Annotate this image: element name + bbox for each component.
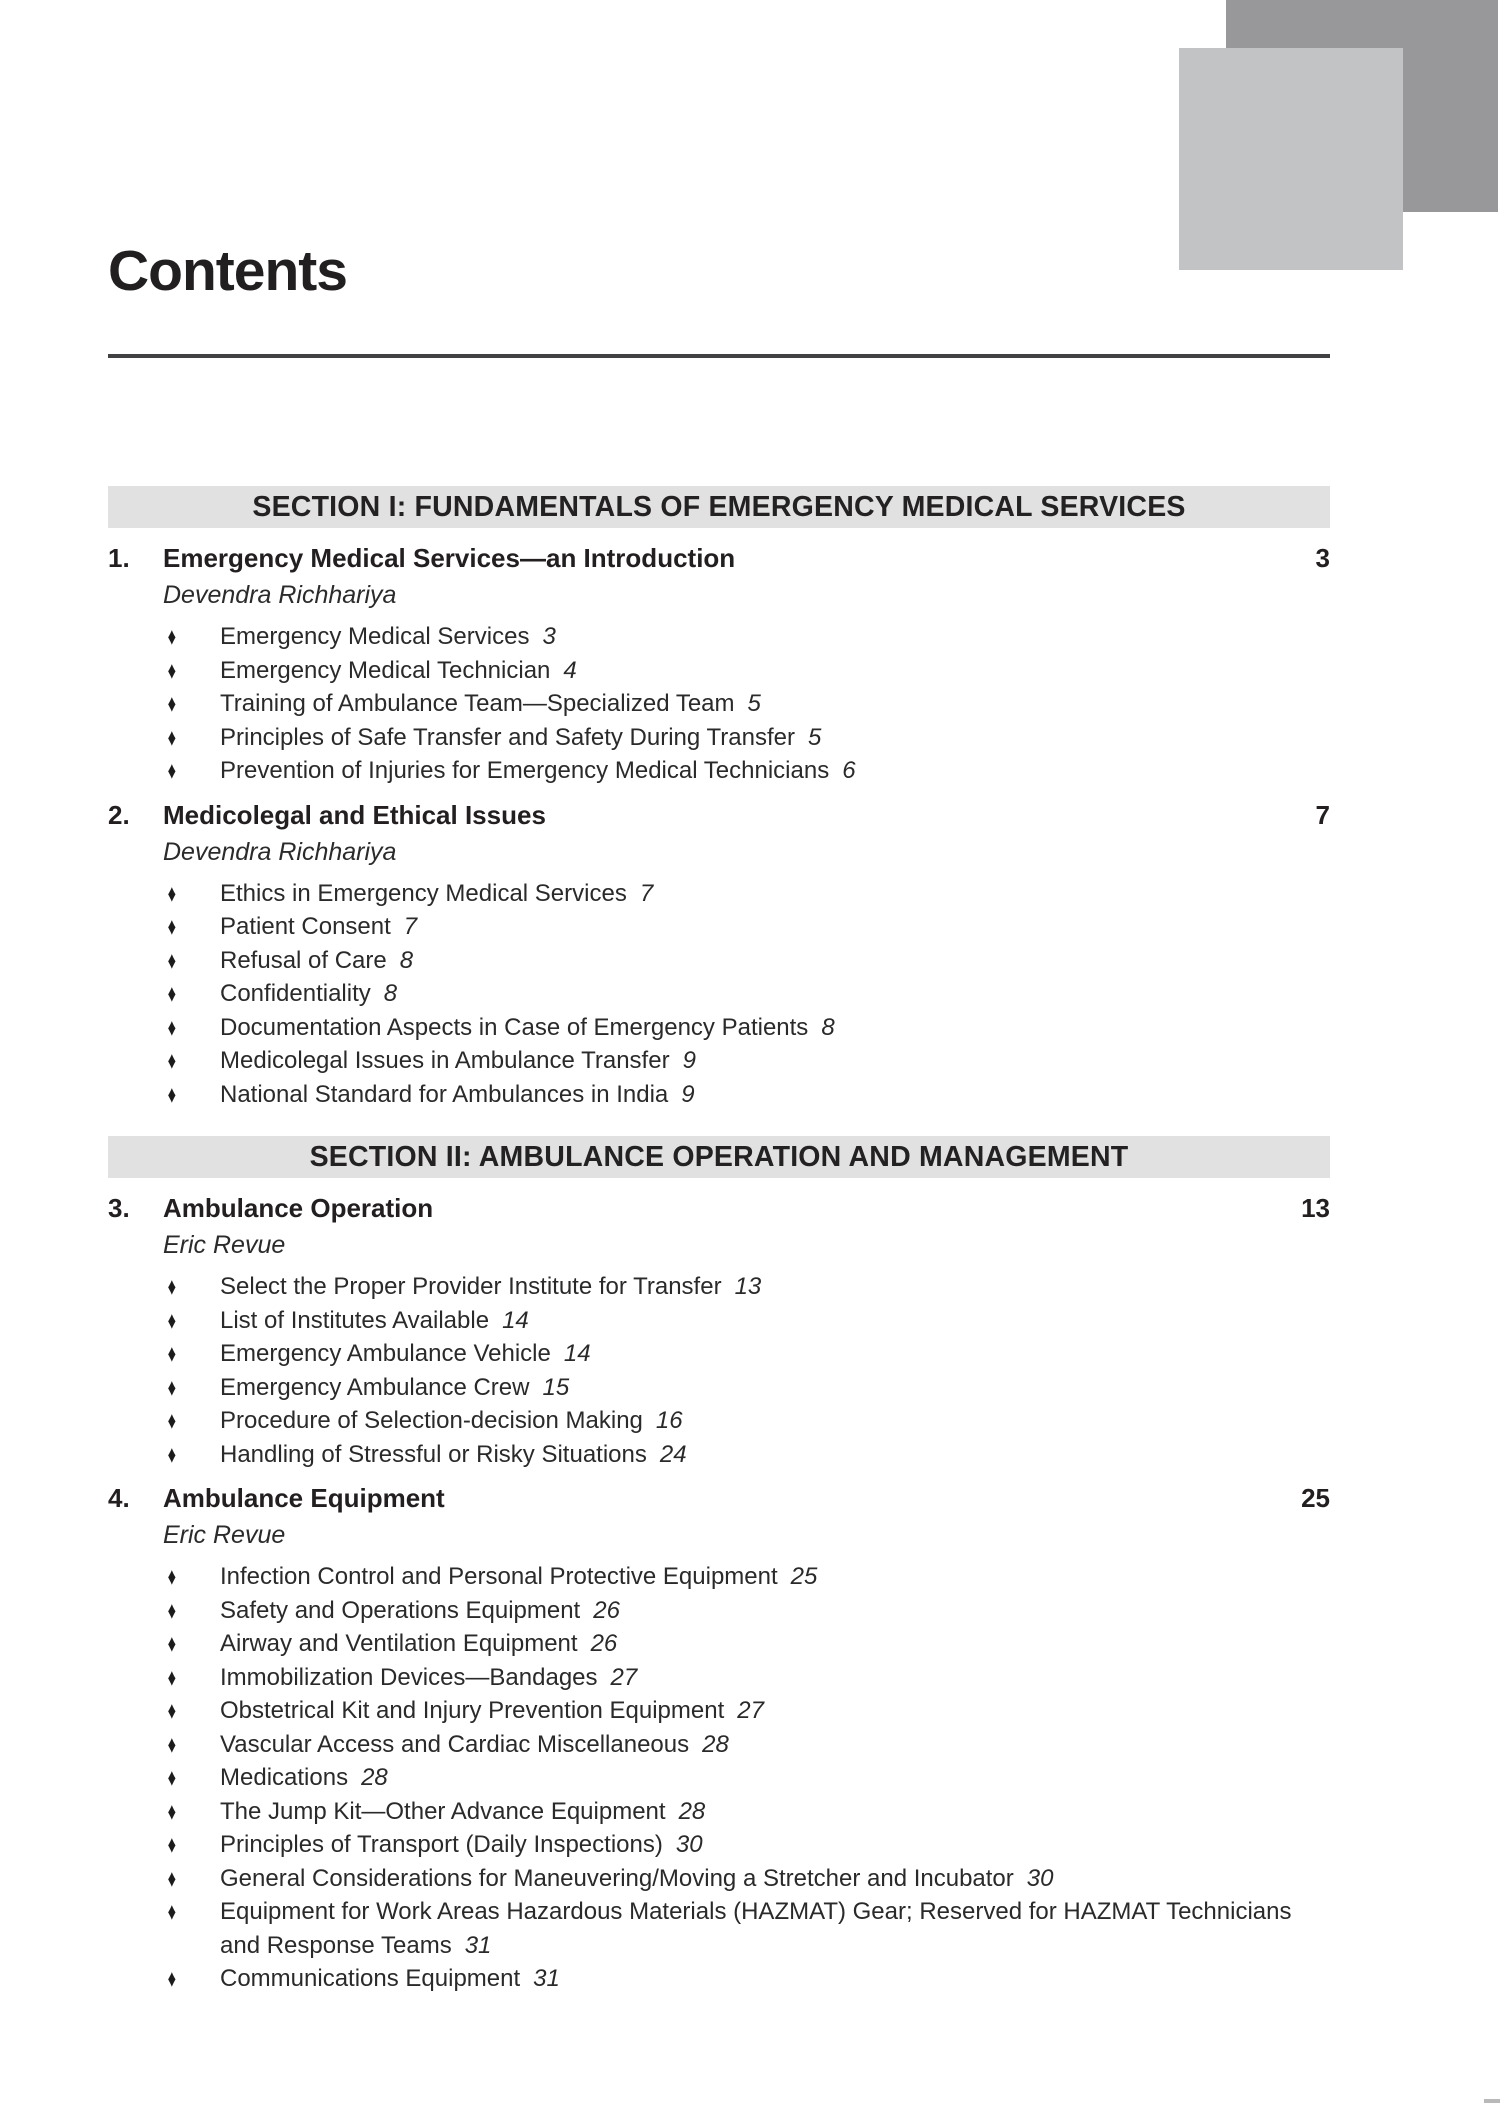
diamond-bullet-icon: ♦ [167,622,177,650]
chapter-number: 1. [108,543,130,573]
diamond-bullet-icon: ♦ [167,756,177,784]
topic-page: 14 [563,1340,591,1367]
chapter-author: Devendra Richhariya [163,581,397,609]
diamond-bullet-icon: ♦ [167,1339,177,1367]
chapter-number: 3. [108,1193,130,1223]
chapter-heading [108,798,1330,833]
topic-page: 13 [734,1273,762,1300]
topic-item [108,1044,1330,1078]
topic-page: 31 [533,1965,560,1992]
topic-page: 25 [790,1563,818,1590]
chapter-author: Eric Revue [163,1521,286,1549]
chapter-page-number: 3 [1315,543,1330,573]
diamond-bullet-icon: ♦ [167,1629,177,1657]
chapter-page-number: 7 [1315,799,1330,830]
chapter-author: Eric Revue [163,1231,286,1259]
topic-item [108,754,1330,788]
diamond-bullet-icon: ♦ [167,945,177,974]
topic-item [108,620,1330,654]
topic-text: Emergency Ambulance Vehicle [220,1340,551,1367]
topic-page: 14 [502,1306,529,1334]
topic-item [108,687,1330,721]
topic-page: 4 [563,656,577,684]
topic-item [108,1627,1330,1661]
chapter-title: Ambulance Equipment [163,1483,445,1513]
diamond-bullet-icon: ♦ [167,1079,177,1108]
topic-text: Safety and Operations Equipment [220,1596,581,1624]
topic-page: 24 [659,1440,687,1468]
topic-text: Ethics in Emergency Medical Services [220,879,627,907]
topic-list [108,1560,1330,1996]
topic-page: 3 [542,623,556,650]
topic-text: Communications Equipment [220,1965,521,1992]
topic-item [108,1011,1330,1045]
diamond-bullet-icon: ♦ [167,689,177,717]
topic-text: Documentation Aspects in Case of Emergency Patients [220,1013,809,1041]
topic-text: Principles of Safe Transfer and Safety During Transfer [220,723,795,751]
chapter-title: Emergency Medical Services—an Introduction [163,543,736,573]
topic-list [108,877,1330,1112]
topic-page: 9 [681,1080,695,1108]
topic-item [108,1795,1330,1829]
diamond-bullet-icon: ♦ [167,1012,177,1041]
topic-item [108,654,1330,688]
topic-item [108,1828,1330,1862]
topic-page: 28 [678,1797,706,1825]
topic-item [108,1304,1330,1338]
topic-page: 8 [399,946,414,974]
topic-text: Patient Consent [220,913,391,940]
diamond-bullet-icon: ♦ [167,1729,177,1758]
topic-page: 5 [807,723,822,751]
topic-page: 28 [361,1764,388,1791]
chapter-heading [108,1481,1330,1516]
topic-item [108,910,1330,944]
topic-item [108,877,1330,911]
topic-text: The Jump Kit—Other Advance Equipment [220,1797,666,1825]
topic-text: Confidentiality [220,980,371,1007]
chapter-page-number: 13 [1301,1193,1330,1223]
topic-text: List of Institutes Available [220,1306,490,1334]
topic-text: Medicolegal Issues in Ambulance Transfer [220,1047,670,1074]
diamond-bullet-icon: ♦ [167,1897,177,1925]
topic-page: 15 [542,1373,570,1401]
chapter-entry-1 [108,541,1330,788]
topic-item [108,944,1330,978]
topic-list [108,620,1330,788]
diamond-bullet-icon: ♦ [167,1830,177,1858]
topic-text: Infection Control and Personal Protective Equipment [220,1563,778,1590]
topic-text: Obstetrical Kit and Injury Prevention Equipment [220,1697,725,1724]
diamond-bullet-icon: ♦ [167,1562,177,1590]
topic-item [108,1270,1330,1304]
topic-page: 31 [464,1931,492,1959]
topic-text: Handling of Stressful or Risky Situations [220,1440,647,1468]
topic-text: Airway and Ventilation Equipment [220,1630,578,1657]
diamond-bullet-icon: ♦ [167,722,177,751]
diamond-bullet-icon: ♦ [167,1305,177,1334]
topic-text: Select the Proper Provider Institute for Transfer [220,1273,722,1300]
topic-text: Medications [220,1764,349,1791]
topic-text: Refusal of Care [220,946,387,974]
topic-item [108,977,1330,1011]
chapter-page-number: 25 [1301,1483,1330,1513]
topic-item [108,1560,1330,1594]
diamond-bullet-icon: ♦ [167,1796,177,1825]
topic-page: 7 [403,913,418,940]
diamond-bullet-icon: ♦ [167,1863,177,1892]
topic-text: Emergency Ambulance Crew [220,1373,530,1401]
diamond-bullet-icon: ♦ [167,655,177,684]
topic-page: 26 [590,1630,618,1657]
topic-text: Prevention of Injuries for Emergency Medical Technicians [220,757,830,784]
chapter-title: Ambulance Operation [163,1193,434,1223]
diamond-bullet-icon: ♦ [167,878,177,907]
topic-text: General Considerations for Maneuvering/Moving a Stretcher and Incubator [220,1864,1014,1892]
topic-item [108,1337,1330,1371]
topic-item [108,1371,1330,1405]
topic-text: Immobilization Devices—Bandages [220,1663,598,1691]
topic-page: 30 [1026,1864,1054,1892]
topic-list [108,1270,1330,1471]
topic-page: 6 [842,757,856,784]
chapter-entry-4 [108,1481,1330,1996]
chapter-title: Medicolegal and Ethical Issues [163,799,546,830]
topic-item [108,1761,1330,1795]
topic-page: 5 [747,690,761,717]
chapter-entry-3 [108,1191,1330,1471]
topic-page: 30 [675,1831,703,1858]
topic-item [108,1594,1330,1628]
chapter-heading [108,1191,1330,1226]
diamond-bullet-icon: ♦ [167,1272,177,1300]
diamond-bullet-icon: ♦ [167,979,177,1007]
topic-item [108,1862,1330,1896]
topic-item [108,1404,1330,1438]
diamond-bullet-icon: ♦ [167,1406,177,1434]
topic-page: 28 [702,1730,729,1758]
topic-text: Emergency Medical Services [220,623,530,650]
topic-item [108,1962,1330,1996]
topic-page: 7 [639,879,654,907]
topic-page: 16 [655,1407,683,1434]
topic-item [108,1078,1330,1112]
toc-content [108,0,1330,1996]
diamond-bullet-icon: ♦ [167,1046,177,1074]
chapter-entry-2 [108,798,1330,1112]
topic-item [108,1895,1330,1962]
diamond-bullet-icon: ♦ [167,1696,177,1724]
page-corner-artifact [1484,2099,1500,2103]
topic-item [108,1694,1330,1728]
chapter-author: Devendra Richhariya [163,837,397,866]
diamond-bullet-icon: ♦ [167,1662,177,1691]
diamond-bullet-icon: ♦ [167,1439,177,1468]
title-divider [108,354,1330,358]
topic-item [108,1728,1330,1762]
diamond-bullet-icon: ♦ [167,1595,177,1624]
topic-page: 26 [593,1596,620,1624]
topic-text: National Standard for Ambulances in India [220,1080,669,1108]
chapter-number: 4. [108,1483,130,1513]
topic-text: Training of Ambulance Team—Specialized Team [220,690,735,717]
section-header-2: SECTION II: AMBULANCE OPERATION AND MANAGEMENT [108,1136,1330,1178]
page-title: Contents [108,239,347,303]
chapter-number: 2. [108,799,130,830]
chapter-heading [108,541,1330,576]
topic-text: Procedure of Selection-decision Making [220,1407,643,1434]
diamond-bullet-icon: ♦ [167,1763,177,1791]
topic-item [108,721,1330,755]
diamond-bullet-icon: ♦ [167,1964,177,1992]
diamond-bullet-icon: ♦ [167,1372,177,1401]
topic-page: 27 [610,1663,638,1691]
topic-text: Equipment for Work Areas Hazardous Materials (HAZMAT) Gear; Reserved for HAZMAT Technicians and Response Teams [220,1898,1292,1959]
topic-page: 8 [821,1013,835,1041]
topic-text: Vascular Access and Cardiac Miscellaneous [220,1730,690,1758]
topic-page: 27 [737,1697,764,1724]
topic-page: 9 [682,1047,696,1074]
topic-item [108,1438,1330,1472]
topic-text: Principles of Transport (Daily Inspections) [220,1831,663,1858]
section-header-1: SECTION I: FUNDAMENTALS OF EMERGENCY MEDICAL SERVICES [108,486,1330,528]
topic-text: Emergency Medical Technician [220,656,551,684]
topic-page: 8 [383,980,398,1007]
diamond-bullet-icon: ♦ [167,912,177,940]
topic-item [108,1661,1330,1695]
